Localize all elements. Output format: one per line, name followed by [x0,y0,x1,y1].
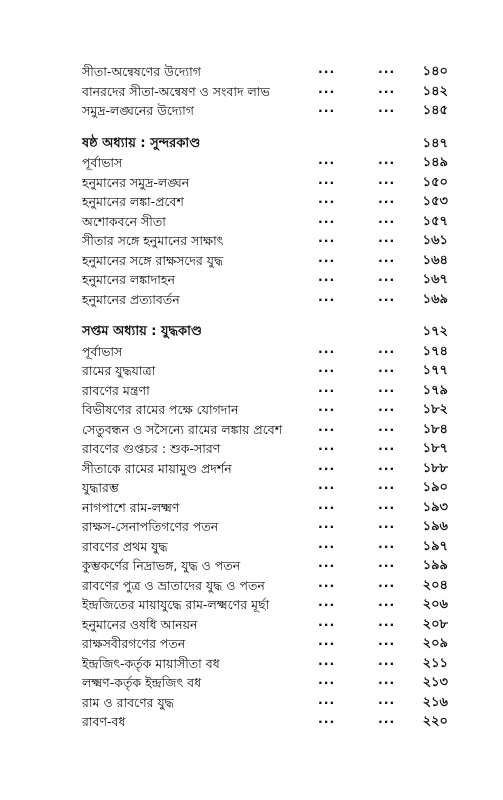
entry-title: যুদ্ধারম্ভ [82,480,119,495]
entry-title: রাবণের মন্ত্রণা [82,382,150,398]
entry-title: রাবণের গুপ্তচর : শুক-সারণ [82,441,221,456]
dot-leader: ... [318,574,336,590]
entry-page-number: ২১১ [422,655,448,671]
toc-entry-row [0,654,503,674]
entry-page-number: ২২০ [422,714,448,729]
toc-entry-row [0,342,503,362]
entry-page-number: ২০৯ [422,636,448,651]
entry-page-number: ১৫০ [422,174,448,190]
toc-entry-row [0,153,503,173]
entry-title: রাক্ষস-সেনাপতিগণের পতন [82,519,219,534]
dot-leader: ... [318,399,336,414]
toc-entry-row [0,101,503,121]
dot-leader: ... [318,691,336,707]
dot-leader: ... [318,633,336,648]
chapter-heading-row [0,134,503,154]
toc-entry-row [0,673,503,693]
dot-leader: ... [318,230,336,245]
chapter-page-number: ১৪৭ [422,135,448,151]
toc-entry-row [0,62,503,82]
toc-entry-row [0,251,503,271]
dot-leader: ... [378,438,396,453]
dot-leader: ... [378,672,396,687]
dot-leader: ... [378,269,396,284]
entry-page-number: ১৯৬ [422,519,448,534]
dot-leader: ... [378,711,396,726]
dot-leader: ... [378,574,396,590]
entry-page-number: ১৪০ [422,64,448,79]
toc-entry-row [0,231,503,251]
dot-leader: ... [318,672,336,687]
entry-page-number: ১৯৯ [422,558,448,573]
dot-leader: ... [378,555,396,570]
dot-leader: ... [378,418,396,434]
toc-entry-row [0,576,503,596]
entry-title: সেতুবন্ধন ও সসৈন্যে রামের লঙ্কায় প্রবেশ [82,421,283,437]
dot-leader: ... [378,100,396,115]
dot-leader: ... [318,418,336,434]
toc-entry-row [0,400,503,420]
dot-leader: ... [378,399,396,414]
dot-leader: ... [378,360,396,375]
entry-page-number: ১৪২ [422,83,448,99]
entry-title: সীতা-অন্বেষণের উদ্যোগ [82,64,201,79]
entry-page-number: ১৪৫ [422,103,448,118]
dot-leader: ... [318,438,336,453]
entry-page-number: ১৪৯ [422,155,448,170]
dot-leader: ... [378,171,396,187]
toc-entry-row [0,693,503,713]
entry-title: নাগপাশে রাম-লক্ষ্মণ [82,499,180,515]
entry-page-number: ১৭৭ [422,363,448,378]
entry-title: হনুমানের সঙ্গে রাক্ষসদের যুদ্ধ [82,252,224,268]
dot-leader: ... [378,691,396,707]
toc-entry-row [0,82,503,102]
dot-leader: ... [378,477,396,492]
dot-leader: ... [318,210,336,226]
entry-page-number: ১৬১ [422,233,448,248]
toc-entry-row [0,192,503,212]
dot-leader: ... [378,613,396,629]
dot-leader: ... [318,152,336,167]
entry-page-number: ২০৮ [422,616,448,632]
dot-leader: ... [378,516,396,531]
chapter-page-number: ১৭২ [422,324,448,339]
toc-entry-row [0,420,503,440]
toc-entry-row [0,712,503,732]
entry-title: রাম ও রাবণের যুদ্ধ [82,694,174,710]
dot-leader: ... [318,457,336,473]
dot-leader: ... [378,210,396,226]
chapter-heading-row [0,322,503,342]
dot-leader: ... [318,360,336,375]
dot-leader: ... [318,613,336,629]
dot-leader: ... [318,269,336,284]
dot-leader: ... [318,711,336,726]
entry-page-number: ২১৩ [422,675,448,690]
toc-entry-row [0,517,503,537]
toc-entry-row [0,498,503,518]
dot-leader: ... [378,80,396,96]
dot-leader: ... [378,152,396,167]
entry-title: সীতাকে রামের মায়ামুণ্ড প্রদর্শন [82,460,232,476]
entry-page-number: ১৮৭ [422,441,448,456]
entry-page-number: ১৭৯ [422,382,448,398]
entry-title: বিভীষণের রামের পক্ষে যোগদান [82,402,239,417]
toc-entry-row [0,270,503,290]
toc-entry-row [0,361,503,381]
entry-page-number: ১৯০ [422,480,448,495]
entry-title: লক্ষ্মণ-কর্তৃক ইন্দ্রজিৎ বধ [82,675,202,690]
entry-page-number: ১৯৭ [422,538,448,554]
table-of-contents [0,62,503,732]
entry-title: পূর্বাভাস [82,155,123,170]
dot-leader: ... [378,379,396,395]
dot-leader: ... [318,61,336,76]
toc-entry-row [0,595,503,615]
dot-leader: ... [318,379,336,395]
dot-leader: ... [378,230,396,245]
dot-leader: ... [378,652,396,668]
entry-title: রাবণের প্রথম যুদ্ধ [82,538,168,554]
entry-title: সমুদ্র-লঙ্ঘনের উদ্যোগ [82,103,194,118]
entry-page-number: ১৬৪ [422,252,448,268]
entry-title: ইন্দ্রজিতের মায়াযুদ্ধে রাম-লক্ষ্মণের মূর্ছা [82,597,270,612]
dot-leader: ... [318,191,336,206]
entry-title: রামের যুদ্ধযাত্রা [82,363,156,378]
entry-page-number: ১৮২ [422,402,448,417]
entry-title: হনুমানের সমুদ্র-লঙ্ঘন [82,174,190,190]
dot-leader: ... [318,477,336,492]
entry-title: রাক্ষসবীরগণের পতন [82,636,186,651]
dot-leader: ... [378,249,396,265]
toc-entry-row [0,212,503,232]
entry-title: পূর্বাভাস [82,343,123,359]
entry-title: কুম্ভকর্ণের নিদ্রাভঙ্গ, যুদ্ধ ও পতন [82,558,241,573]
section-spacer [0,309,503,322]
entry-page-number: ২১৬ [422,694,448,710]
chapter-title: ষষ্ঠ অধ্যায় : সুন্দরকাণ্ড [82,135,201,151]
dot-leader: ... [318,249,336,265]
entry-title: হনুমানের লঙ্কাদাহন [82,272,175,287]
toc-entry-row [0,478,503,498]
entry-page-number: ১৮৮ [422,460,448,476]
dot-leader: ... [378,496,396,512]
entry-title: রাবণ-বধ [82,714,126,729]
toc-entry-row [0,290,503,310]
entry-title: হনুমানের লঙ্কা-প্রবেশ [82,194,184,209]
entry-page-number: ১৮৪ [422,421,448,437]
section-spacer [0,121,503,134]
dot-leader: ... [378,340,396,356]
entry-page-number: ২০৬ [422,597,448,612]
dot-leader: ... [318,288,336,304]
dot-leader: ... [378,457,396,473]
toc-entry-row [0,439,503,459]
entry-page-number: ১৯৩ [422,499,448,515]
dot-leader: ... [378,633,396,648]
toc-entry-row [0,173,503,193]
toc-entry-row [0,615,503,635]
toc-entry-row [0,381,503,401]
entry-title: হনুমানের প্রত্যাবর্তন [82,291,180,307]
entry-title: সীতার সঙ্গে হনুমানের সাক্ষাৎ [82,233,224,248]
toc-entry-row [0,556,503,576]
entry-title: হনুমানের ওষধি আনয়ন [82,616,198,632]
dot-leader: ... [378,535,396,551]
entry-title: বানরদের সীতা-অন্বেষণ ও সংবাদ লাভ [82,83,270,99]
entry-page-number: ১৭৪ [422,343,448,359]
dot-leader: ... [318,496,336,512]
dot-leader: ... [318,100,336,115]
dot-leader: ... [318,516,336,531]
entry-page-number: ১৬৭ [422,272,448,287]
dot-leader: ... [318,171,336,187]
entry-page-number: ১৫৭ [422,213,448,229]
entry-title: অশোকবনে সীতা [82,213,166,229]
entry-title: ইন্দ্রজিৎ-কর্তৃক মায়াসীতা বধ [82,655,220,671]
entry-page-number: ১৬৯ [422,291,448,307]
toc-entry-row [0,537,503,557]
toc-entry-row [0,634,503,654]
entry-title: রাবণের পুত্র ও ভ্রাতাদের যুদ্ধ ও পতন [82,577,265,593]
dot-leader: ... [318,594,336,609]
dot-leader: ... [318,340,336,356]
entry-page-number: ২০৪ [422,577,448,593]
dot-leader: ... [378,288,396,304]
dot-leader: ... [318,80,336,96]
toc-entry-row [0,459,503,479]
chapter-title: সপ্তম অধ্যায় : যুদ্ধকাণ্ড [82,324,202,339]
dot-leader: ... [318,535,336,551]
dot-leader: ... [318,652,336,668]
entry-page-number: ১৫৩ [422,194,448,209]
dot-leader: ... [318,555,336,570]
dot-leader: ... [378,594,396,609]
dot-leader: ... [378,191,396,206]
dot-leader: ... [378,61,396,76]
